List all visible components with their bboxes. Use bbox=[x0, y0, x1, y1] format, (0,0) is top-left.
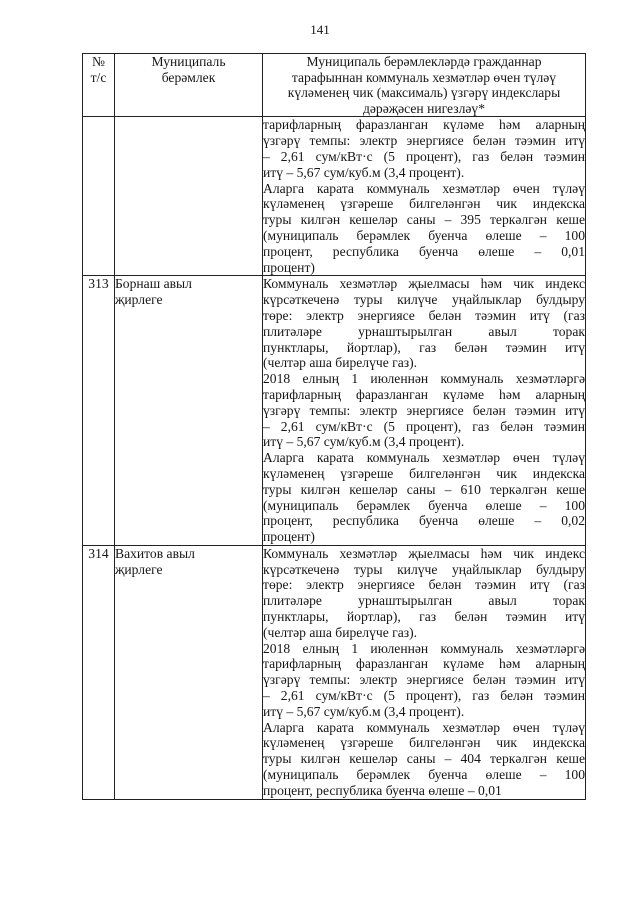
justification-line: (муниципаль берәмлек буенча өлеше – 100 bbox=[263, 767, 585, 783]
row-municipality-cell bbox=[115, 117, 263, 276]
justification-line: туры килгән кешеләр саны – 395 теркәлгән кеше bbox=[263, 212, 585, 228]
justification-line: (челтәр аша бирелүче газ). bbox=[263, 624, 418, 640]
row-justification-cell bbox=[263, 276, 586, 546]
header-justification-line: дәрәҗәсен нигезләү* bbox=[362, 100, 486, 116]
header-justification-line: тарафыннан коммуналь хезмәтләр өчен түләү bbox=[291, 69, 557, 85]
justification-line: пунктлары, йортлар), газ белән тәэмин итү bbox=[263, 609, 585, 625]
justification-line: күләменең үзгәреше билгеләнгән чик индекска bbox=[263, 735, 585, 751]
justification-line: (челтәр аша бирелүче газ). bbox=[263, 355, 418, 371]
justification-line: процент) bbox=[263, 259, 315, 275]
header-justification-cell bbox=[263, 54, 586, 117]
justification-line: Аларга карата коммуналь хезмәтләр өчен түләү bbox=[263, 450, 585, 466]
justification-line: плитәләре урнаштырылган авыл торак bbox=[263, 323, 585, 339]
justification-line: тарифларның фаразланган күләме һәм аларның bbox=[263, 656, 585, 672]
header-number-line: № bbox=[92, 54, 105, 69]
table-row bbox=[83, 276, 586, 546]
justification-line: пунктлары, йортлар), газ белән тәэмин итү bbox=[263, 339, 585, 355]
row-municipality-cell bbox=[115, 545, 263, 799]
table-row bbox=[83, 117, 586, 276]
justification-line: тарифларның фаразланган күләме һәм аларның bbox=[263, 386, 585, 402]
justification-line: туры килгән кешеләр саны – 610 теркәлгән кеше bbox=[263, 481, 585, 497]
justification-line: Аларга карата коммуналь хезмәтләр өчен түләү bbox=[263, 719, 585, 735]
row-number-cell bbox=[83, 117, 115, 276]
justification-paragraph bbox=[263, 546, 585, 641]
municipality-name-line: Борнаш авыл bbox=[115, 276, 192, 292]
justification-line: күрсәткеченә туры килүче уңайлыклар булдыру bbox=[263, 292, 585, 308]
page-number: 141 bbox=[310, 22, 330, 37]
row-municipality-cell bbox=[115, 276, 263, 546]
justification-line: Коммуналь хезмәтләр җыелмасы һәм чик индекс bbox=[263, 276, 585, 292]
header-municipality-line: Муниципаль bbox=[151, 54, 226, 69]
justification-line: 2018 елның 1 июленнән коммуналь хезмәтләргә bbox=[263, 640, 585, 656]
justification-paragraph bbox=[263, 117, 585, 180]
header-municipality-cell bbox=[115, 54, 263, 117]
justification-line: төре: электр энергиясе белән тәэмин итү (газ bbox=[263, 577, 585, 593]
row-number-cell: 314 bbox=[83, 545, 115, 799]
justification-paragraph bbox=[263, 720, 585, 799]
row-justification-cell bbox=[263, 545, 586, 799]
row-number-cell: 313 bbox=[83, 276, 115, 546]
municipality-name-line: җирлеге bbox=[115, 292, 163, 308]
header-number-cell bbox=[83, 54, 115, 117]
justification-line: процент, республика буенча өлеше – 0,01 bbox=[263, 243, 585, 259]
justification-paragraph bbox=[263, 181, 585, 276]
header-justification-line: Муниципаль берәмлекләрдә гражданнар bbox=[306, 54, 542, 69]
index-justification-table bbox=[82, 53, 586, 800]
justification-line: тарифларның фаразланган күләме һәм аларның bbox=[263, 117, 585, 133]
justification-line: процент, республика буенча өлеше – 0,02 bbox=[263, 513, 585, 529]
justification-paragraph bbox=[263, 276, 585, 371]
justification-line: – 2,61 сум/кВт·с (5 процент), газ белән тәэмин bbox=[263, 148, 585, 164]
justification-line: – 2,61 сум/кВт·с (5 процент), газ белән тәэмин bbox=[263, 688, 585, 704]
header-number-line: т/с bbox=[90, 69, 107, 85]
justification-line: күләменең үзгәреше билгеләнгән чик индекска bbox=[263, 196, 585, 212]
header-municipality-line: берәмлек bbox=[161, 69, 216, 85]
justification-line: туры килгән кешеләр саны – 404 теркәлгән кеше bbox=[263, 751, 585, 767]
table-row bbox=[83, 545, 586, 799]
header-justification-line: күләменең чик (максималь) үзгәрү индекслары bbox=[287, 85, 561, 101]
justification-line: үзгәрү темпы: электр энергиясе белән тәэмин итү bbox=[263, 672, 585, 688]
justification-line: (муниципаль берәмлек буенча өлеше – 100 bbox=[263, 227, 585, 243]
justification-line: үзгәрү темпы: электр энергиясе белән тәэмин итү bbox=[263, 402, 585, 418]
justification-line: процент) bbox=[263, 529, 315, 545]
justification-paragraph bbox=[263, 450, 585, 545]
table-header-row bbox=[83, 54, 586, 117]
justification-line: төре: электр энергиясе белән тәэмин итү (газ bbox=[263, 307, 585, 323]
justification-line: итү – 5,67 сум/куб.м (3,4 процент). bbox=[263, 703, 465, 719]
justification-line: 2018 елның 1 июленнән коммуналь хезмәтләргә bbox=[263, 371, 585, 387]
municipality-name-line: Вахитов авыл bbox=[115, 545, 195, 561]
justification-line: итү – 5,67 сум/куб.м (3,4 процент). bbox=[263, 434, 465, 450]
justification-line: Коммуналь хезмәтләр җыелмасы һәм чик индекс bbox=[263, 545, 585, 561]
municipality-name-line: җирлеге bbox=[115, 561, 163, 577]
justification-line: күләменең үзгәреше билгеләнгән чик индекска bbox=[263, 465, 585, 481]
justification-paragraph bbox=[263, 371, 585, 450]
justification-line: күрсәткеченә туры килүче уңайлыклар булдыру bbox=[263, 561, 585, 577]
justification-line: – 2,61 сум/кВт·с (5 процент), газ белән тәэмин bbox=[263, 418, 585, 434]
justification-line: процент, республика буенча өлеше – 0,01 bbox=[263, 782, 502, 798]
justification-line: плитәләре урнаштырылган авыл торак bbox=[263, 593, 585, 609]
justification-line: Аларга карата коммуналь хезмәтләр өчен түләү bbox=[263, 180, 585, 196]
justification-line: үзгәрү темпы: электр энергиясе белән тәэмин итү bbox=[263, 133, 585, 149]
justification-line: (муниципаль берәмлек буенча өлеше – 100 bbox=[263, 497, 585, 513]
justification-paragraph bbox=[263, 641, 585, 720]
justification-line: итү – 5,67 сум/куб.м (3,4 процент). bbox=[263, 164, 465, 180]
row-justification-cell bbox=[263, 117, 586, 276]
